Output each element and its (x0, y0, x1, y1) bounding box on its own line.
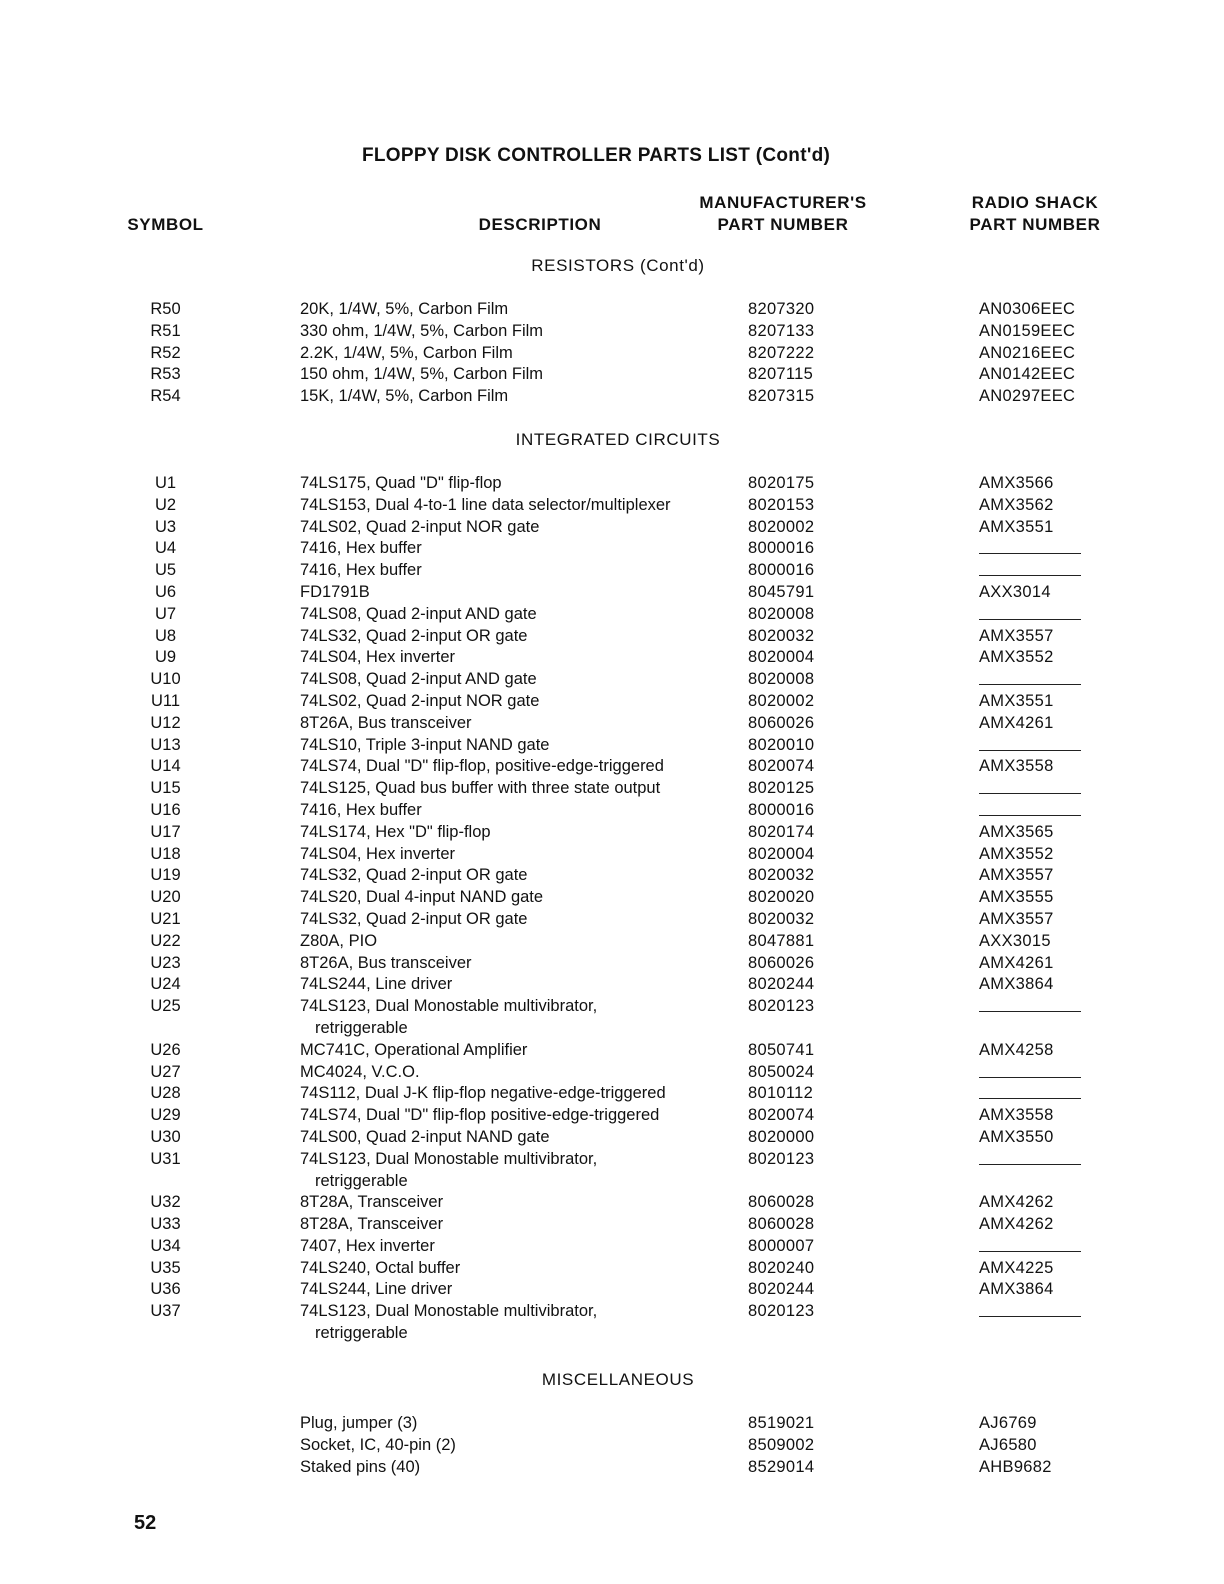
symbol-cell: R54 (150, 387, 181, 406)
mfr-part-number-cell: 8000016 (748, 561, 815, 580)
blank-line (979, 1164, 1081, 1165)
description-cell (300, 604, 740, 626)
rs-part-number-cell: AMX4262 (979, 1215, 1054, 1234)
description-cell (300, 669, 740, 691)
symbol-cell: U33 (150, 1215, 181, 1234)
rs-part-number-cell: AMX3558 (979, 1106, 1054, 1125)
symbol-cell: U31 (150, 1149, 181, 1168)
header-rs-line2: PART NUMBER (969, 215, 1101, 234)
description-cell (300, 299, 740, 321)
rs-part-number-blank (979, 1083, 1081, 1105)
table-row (0, 1149, 1224, 1193)
symbol-cell: U22 (150, 931, 181, 950)
blank-line (979, 1098, 1081, 1099)
rs-part-number-cell: AMX3557 (979, 909, 1054, 928)
description-cell (300, 931, 740, 953)
symbol-cell: U16 (150, 800, 181, 819)
description-text: FD1791B (300, 582, 370, 601)
symbol-cell: U5 (154, 561, 177, 580)
table-row (0, 1083, 1224, 1105)
mfr-part-number-cell: 8509002 (748, 1435, 815, 1454)
mfr-part-number-cell: 8020074 (748, 757, 815, 776)
description-cell (300, 1279, 740, 1301)
mfr-part-number-cell: 8020020 (748, 888, 815, 907)
description-cell (300, 756, 740, 778)
rs-part-number-blank (979, 996, 1081, 1018)
mfr-part-number-cell: 8045791 (748, 582, 815, 601)
rs-part-number-cell: AN0216EEC (979, 343, 1076, 362)
symbol-cell: U29 (150, 1106, 181, 1125)
symbol-cell: U25 (150, 997, 181, 1016)
description-cell (300, 582, 740, 604)
description-text: 74S112, Dual J-K flip-flop negative-edge-triggered (300, 1084, 666, 1103)
table-row (0, 538, 1224, 560)
description-text: 8T26A, Bus transceiver (300, 713, 472, 732)
rs-part-number-cell: AJ6769 (979, 1414, 1037, 1432)
description-continuation: retriggerable (315, 1324, 408, 1343)
header-rs-line1: RADIO SHACK (971, 193, 1099, 212)
rs-part-number-blank (979, 735, 1081, 757)
blank-line (979, 793, 1081, 794)
description-text: 330 ohm, 1/4W, 5%, Carbon Film (300, 321, 544, 340)
mfr-part-number-cell: 8529014 (748, 1457, 815, 1476)
mfr-part-number-cell: 8020000 (748, 1127, 815, 1146)
table-row (0, 1413, 1224, 1435)
description-cell (300, 473, 740, 495)
mfr-part-number-cell: 8020074 (748, 1106, 815, 1125)
description-text: 74LS240, Octal buffer (300, 1258, 461, 1277)
table-row (0, 1127, 1224, 1149)
description-cell (300, 517, 740, 539)
mfr-part-number-cell: 8207115 (748, 365, 814, 384)
symbol-cell: U3 (154, 517, 177, 536)
mfr-part-number-cell: 8020032 (748, 866, 815, 885)
description-text: 74LS02, Quad 2-input NOR gate (300, 691, 540, 710)
mfr-part-number-cell: 8020174 (748, 822, 815, 841)
symbol-cell: U1 (154, 474, 177, 492)
description-cell (300, 1435, 740, 1457)
mfr-part-number-cell: 8020004 (748, 844, 815, 863)
rs-part-number-cell: AXX3015 (979, 931, 1051, 950)
mfr-part-number-cell: 8010112 (748, 1084, 814, 1103)
symbol-cell: U2 (154, 495, 177, 514)
description-cell (300, 865, 740, 887)
rs-part-number-cell: AMX3565 (979, 822, 1054, 841)
table-row (0, 1301, 1224, 1345)
rs-part-number-cell: AHB9682 (979, 1457, 1052, 1476)
description-cell (300, 343, 740, 365)
description-text: 74LS174, Hex "D" flip-flop (300, 822, 491, 841)
description-cell (300, 1214, 740, 1236)
description-text: 74LS125, Quad bus buffer with three state output (300, 779, 661, 798)
symbol-cell: R52 (150, 343, 181, 362)
table-row (0, 800, 1224, 822)
mfr-part-number-cell: 8020240 (748, 1258, 815, 1277)
description-cell (300, 1236, 740, 1258)
table-row (0, 778, 1224, 800)
rs-part-number-cell: AMX4225 (979, 1258, 1054, 1277)
table-row (0, 321, 1224, 343)
ics-list (0, 473, 1224, 1345)
table-row (0, 626, 1224, 648)
symbol-cell: R51 (150, 321, 181, 340)
description-cell (300, 1192, 740, 1214)
rs-part-number-cell: AMX3558 (979, 757, 1054, 776)
symbol-cell: U35 (150, 1258, 181, 1277)
mfr-part-number-cell: 8207320 (748, 300, 815, 318)
mfr-part-number-cell: 8207222 (748, 343, 815, 362)
mfr-part-number-cell: 8020123 (748, 997, 815, 1016)
mfr-part-number-cell: 8020002 (748, 691, 815, 710)
symbol-cell: U7 (154, 604, 177, 623)
description-cell (300, 844, 740, 866)
rs-part-number-blank (979, 1301, 1081, 1323)
rs-part-number-cell: AN0142EEC (979, 365, 1076, 384)
description-text: 74LS08, Quad 2-input AND gate (300, 604, 537, 623)
blank-line (979, 684, 1081, 685)
rs-part-number-cell: AMX3557 (979, 626, 1054, 645)
symbol-cell: U23 (150, 953, 181, 972)
header-mfr-line1: MANUFACTURER'S (699, 193, 867, 212)
rs-part-number-blank (979, 560, 1081, 582)
blank-line (979, 553, 1081, 554)
mfr-part-number-cell: 8020008 (748, 670, 815, 689)
table-row (0, 495, 1224, 517)
rs-part-number-blank (979, 538, 1081, 560)
rs-part-number-cell: AMX3551 (979, 517, 1054, 536)
page-number: 52 (134, 1512, 157, 1534)
description-text: 74LS175, Quad "D" flip-flop (300, 474, 502, 492)
description-cell (300, 713, 740, 735)
table-row (0, 669, 1224, 691)
description-cell (300, 691, 740, 713)
description-text: 74LS123, Dual Monostable multivibrator, (300, 997, 598, 1016)
symbol-cell: U37 (150, 1302, 181, 1321)
description-cell (300, 1105, 740, 1127)
description-text: 2.2K, 1/4W, 5%, Carbon Film (300, 343, 513, 362)
symbol-cell: R53 (150, 365, 181, 384)
description-text: 74LS20, Dual 4-input NAND gate (300, 888, 544, 907)
table-row (0, 1279, 1224, 1301)
table-row (0, 996, 1224, 1040)
blank-line (979, 575, 1081, 576)
table-row (0, 1040, 1224, 1062)
mfr-part-number-cell: 8020125 (748, 779, 815, 798)
rs-part-number-cell: AN0297EEC (979, 387, 1076, 406)
description-text: 74LS04, Hex inverter (300, 648, 456, 667)
table-row (0, 604, 1224, 626)
table-row (0, 1214, 1224, 1236)
description-text: 8T26A, Bus transceiver (300, 953, 472, 972)
description-cell (300, 647, 740, 669)
mfr-part-number-cell: 8020123 (748, 1302, 815, 1321)
description-cell (300, 778, 740, 800)
description-text: Z80A, PIO (300, 931, 378, 950)
symbol-cell: U14 (150, 757, 181, 776)
table-row (0, 386, 1224, 408)
symbol-cell: R50 (150, 300, 181, 318)
symbol-cell: U36 (150, 1280, 181, 1299)
description-text: 20K, 1/4W, 5%, Carbon Film (300, 300, 509, 318)
rs-part-number-cell: AMX3551 (979, 691, 1054, 710)
rs-part-number-cell: AXX3014 (979, 582, 1051, 601)
rs-part-number-blank (979, 800, 1081, 822)
description-cell (300, 822, 740, 844)
symbol-cell: U11 (150, 691, 181, 710)
table-row (0, 931, 1224, 953)
rs-part-number-blank (979, 1236, 1081, 1258)
rs-part-number-cell: AMX4262 (979, 1193, 1054, 1212)
symbol-cell: U8 (154, 626, 177, 645)
mfr-part-number-cell: 8207133 (748, 321, 815, 340)
description-cell (300, 1258, 740, 1280)
description-cell (300, 538, 740, 560)
symbol-cell: U4 (154, 539, 177, 558)
mfr-part-number-cell: 8207315 (748, 387, 815, 406)
symbol-cell: U10 (150, 670, 181, 689)
description-cell (300, 1040, 740, 1062)
mfr-part-number-cell: 8000016 (748, 800, 815, 819)
blank-line (979, 619, 1081, 620)
description-cell (300, 800, 740, 822)
mfr-part-number-cell: 8020008 (748, 604, 815, 623)
rs-part-number-cell: AJ6580 (979, 1435, 1037, 1454)
description-cell (300, 953, 740, 975)
mfr-part-number-cell: 8020123 (748, 1149, 815, 1168)
symbol-cell: U15 (150, 779, 181, 798)
rs-part-number-cell: AMX3562 (979, 495, 1054, 514)
mfr-part-number-cell: 8050024 (748, 1062, 815, 1081)
mfr-part-number-cell: 8519021 (748, 1414, 815, 1432)
rs-part-number-blank (979, 669, 1081, 691)
description-cell (300, 1457, 740, 1479)
header-symbol: SYMBOL (127, 215, 204, 234)
description-text: 74LS244, Line driver (300, 1280, 453, 1299)
description-text: 74LS32, Quad 2-input OR gate (300, 909, 528, 928)
description-cell (300, 321, 740, 343)
table-row (0, 517, 1224, 539)
description-text: 74LS10, Triple 3-input NAND gate (300, 735, 550, 754)
description-text: 7416, Hex buffer (300, 539, 422, 558)
symbol-cell: U21 (150, 909, 181, 928)
misc-list (0, 1413, 1224, 1478)
description-cell (300, 1301, 740, 1345)
table-row (0, 909, 1224, 931)
rs-part-number-cell: AMX3864 (979, 1280, 1054, 1299)
table-row (0, 343, 1224, 365)
description-cell (300, 1149, 740, 1193)
description-text: 74LS00, Quad 2-input NAND gate (300, 1127, 550, 1146)
description-text: 74LS244, Line driver (300, 975, 453, 994)
table-row (0, 364, 1224, 386)
symbol-cell: U26 (150, 1040, 181, 1059)
mfr-part-number-cell: 8000016 (748, 539, 815, 558)
header-mfr-part-number (680, 192, 886, 236)
blank-line (979, 815, 1081, 816)
mfr-part-number-cell: 8000007 (748, 1236, 815, 1255)
mfr-part-number-cell: 8047881 (748, 931, 815, 950)
description-text: 7416, Hex buffer (300, 800, 422, 819)
description-text: 74LS08, Quad 2-input AND gate (300, 670, 537, 689)
mfr-part-number-cell: 8020244 (748, 975, 815, 994)
table-row (0, 974, 1224, 996)
description-text: Staked pins (40) (300, 1457, 421, 1476)
description-cell (300, 560, 740, 582)
blank-line (979, 1251, 1081, 1252)
table-row (0, 756, 1224, 778)
description-text: 8T28A, Transceiver (300, 1193, 444, 1212)
description-text: 74LS74, Dual "D" flip-flop, positive-edge-triggered (300, 757, 664, 776)
table-row (0, 1236, 1224, 1258)
description-continuation: retriggerable (315, 1018, 408, 1037)
mfr-part-number-cell: 8060028 (748, 1193, 815, 1212)
rs-part-number-blank (979, 1149, 1081, 1171)
rs-part-number-blank (979, 778, 1081, 800)
mfr-part-number-cell: 8060026 (748, 953, 815, 972)
header-mfr-line2: PART NUMBER (717, 215, 849, 234)
table-row (0, 560, 1224, 582)
rs-part-number-cell: AN0306EEC (979, 300, 1076, 318)
table-row (0, 1105, 1224, 1127)
table-row (0, 299, 1224, 321)
description-text: 74LS123, Dual Monostable multivibrator, (300, 1302, 598, 1321)
resistors-list (0, 299, 1224, 408)
symbol-cell: U32 (150, 1193, 181, 1212)
table-row (0, 1062, 1224, 1084)
table-row (0, 1192, 1224, 1214)
blank-line (979, 1011, 1081, 1012)
description-text: MC4024, V.C.O. (300, 1062, 420, 1081)
description-cell (300, 1062, 740, 1084)
blank-line (979, 1316, 1081, 1317)
header-rs-part-number (950, 192, 1120, 236)
description-text: Plug, jumper (3) (300, 1414, 418, 1432)
description-cell (300, 996, 740, 1040)
mfr-part-number-cell: 8020004 (748, 648, 815, 667)
rs-part-number-cell: AMX3550 (979, 1127, 1054, 1146)
description-cell (300, 887, 740, 909)
description-cell (300, 1127, 740, 1149)
description-text: 74LS123, Dual Monostable multivibrator, (300, 1149, 598, 1168)
rs-part-number-cell: AMX3552 (979, 844, 1054, 863)
rs-part-number-cell: AMX3557 (979, 866, 1054, 885)
mfr-part-number-cell: 8020032 (748, 909, 815, 928)
table-row (0, 953, 1224, 975)
symbol-cell: U20 (150, 888, 181, 907)
symbol-cell: U12 (150, 713, 181, 732)
description-text: 7416, Hex buffer (300, 561, 422, 580)
symbol-cell: U19 (150, 866, 181, 885)
page-title: FLOPPY DISK CONTROLLER PARTS LIST (Cont'd) (362, 145, 831, 166)
mfr-part-number-cell: 8020153 (748, 495, 815, 514)
description-cell (300, 495, 740, 517)
blank-line (979, 1077, 1081, 1078)
description-text: 74LS32, Quad 2-input OR gate (300, 626, 528, 645)
table-row (0, 473, 1224, 495)
description-cell (300, 909, 740, 931)
description-text: Socket, IC, 40-pin (2) (300, 1435, 456, 1454)
table-row (0, 1435, 1224, 1457)
blank-line (979, 750, 1081, 751)
description-text: 150 ohm, 1/4W, 5%, Carbon Film (300, 365, 544, 384)
symbol-cell: U9 (154, 648, 177, 667)
section-resistors: RESISTORS (Cont'd) (531, 256, 705, 275)
mfr-part-number-cell: 8020244 (748, 1280, 815, 1299)
mfr-part-number-cell: 8020010 (748, 735, 815, 754)
mfr-part-number-cell: 8050741 (748, 1040, 815, 1059)
symbol-cell: U17 (150, 822, 181, 841)
symbol-cell: U24 (150, 975, 181, 994)
rs-part-number-cell: AMX3864 (979, 975, 1054, 994)
description-continuation: retriggerable (315, 1171, 408, 1190)
table-row (0, 691, 1224, 713)
symbol-cell: U13 (150, 735, 181, 754)
description-text: 7407, Hex inverter (300, 1236, 435, 1255)
mfr-part-number-cell: 8060028 (748, 1215, 815, 1234)
mfr-part-number-cell: 8060026 (748, 713, 815, 732)
header-description: DESCRIPTION (478, 215, 602, 234)
symbol-cell: U28 (150, 1084, 181, 1103)
rs-part-number-cell: AMX3552 (979, 648, 1054, 667)
rs-part-number-cell: AMX4261 (979, 713, 1054, 732)
mfr-part-number-cell: 8020175 (748, 474, 815, 492)
description-text: MC741C, Operational Amplifier (300, 1040, 528, 1059)
table-row (0, 735, 1224, 757)
description-cell (300, 974, 740, 996)
table-row (0, 713, 1224, 735)
symbol-cell: U27 (150, 1062, 181, 1081)
description-cell (300, 386, 740, 408)
symbol-cell: U6 (154, 582, 177, 601)
section-miscellaneous: MISCELLANEOUS (541, 1370, 695, 1389)
mfr-part-number-cell: 8020002 (748, 517, 815, 536)
description-cell (300, 735, 740, 757)
section-integrated-circuits: INTEGRATED CIRCUITS (515, 430, 721, 449)
description-cell (300, 1083, 740, 1105)
mfr-part-number-cell: 8020032 (748, 626, 815, 645)
description-text: 8T28A, Transceiver (300, 1215, 444, 1234)
symbol-cell: U30 (150, 1127, 181, 1146)
description-text: 74LS153, Dual 4-to-1 line data selector/multiplexer (300, 495, 671, 514)
description-cell (300, 626, 740, 648)
rs-part-number-cell: AMX4258 (979, 1040, 1054, 1059)
description-text: 74LS02, Quad 2-input NOR gate (300, 517, 540, 536)
rs-part-number-cell: AMX4261 (979, 953, 1054, 972)
table-row (0, 822, 1224, 844)
rs-part-number-blank (979, 604, 1081, 626)
description-cell (300, 1413, 740, 1435)
description-text: 74LS32, Quad 2-input OR gate (300, 866, 528, 885)
table-row (0, 844, 1224, 866)
rs-part-number-cell: AN0159EEC (979, 321, 1076, 340)
symbol-cell: U34 (150, 1236, 181, 1255)
table-row (0, 582, 1224, 604)
symbol-cell: U18 (150, 844, 181, 863)
description-text: 74LS04, Hex inverter (300, 844, 456, 863)
description-cell (300, 364, 740, 386)
table-row (0, 865, 1224, 887)
table-row (0, 1457, 1224, 1479)
description-text: 74LS74, Dual "D" flip-flop positive-edge-triggered (300, 1106, 660, 1125)
rs-part-number-blank (979, 1062, 1081, 1084)
rs-part-number-cell: AMX3566 (979, 474, 1054, 492)
table-row (0, 887, 1224, 909)
rs-part-number-cell: AMX3555 (979, 888, 1054, 907)
description-text: 15K, 1/4W, 5%, Carbon Film (300, 387, 509, 406)
table-row (0, 647, 1224, 669)
table-row (0, 1258, 1224, 1280)
